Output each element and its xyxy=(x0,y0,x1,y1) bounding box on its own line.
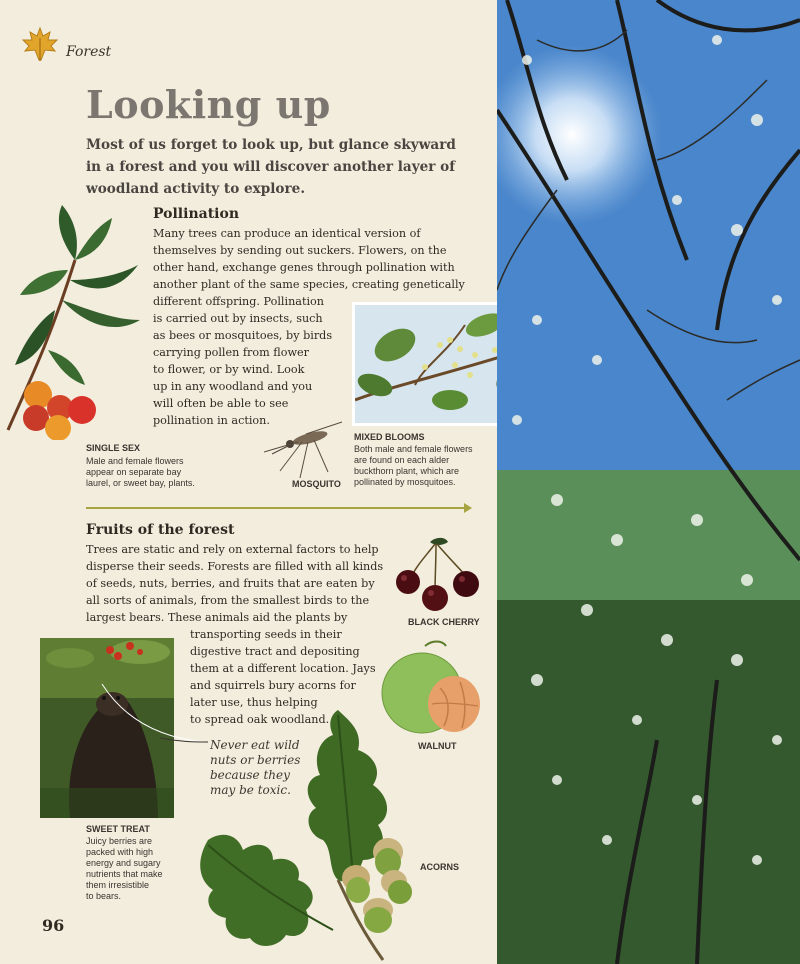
pollination-line: to flower, or by wind. Look xyxy=(153,363,305,376)
caption-line: Male and female flowers xyxy=(86,456,184,466)
pollination-line: carrying pollen from flower xyxy=(153,346,310,359)
section-label: Forest xyxy=(66,44,112,60)
fruits-line: to spread oak woodland. xyxy=(190,713,330,726)
note-line: nuts or berries xyxy=(210,753,301,767)
pollination-line: up in any woodland and you xyxy=(153,380,313,393)
pollination-line: themselves by sending out suckers. Flowers, on the xyxy=(153,244,447,257)
fruits-line: and squirrels bury acorns for xyxy=(190,679,356,692)
caption-line: packed with high xyxy=(86,847,154,857)
mosquito-illustration xyxy=(262,416,352,486)
caption-line: are found on each alder xyxy=(354,455,450,465)
caption-line: to bears. xyxy=(86,891,122,901)
caption-heading: MIXED BLOOMS xyxy=(354,432,425,442)
pollination-line: as bees or mosquitoes, by birds xyxy=(153,329,333,342)
caption-heading: BLACK CHERRY xyxy=(408,617,480,627)
caption-heading: WALNUT xyxy=(418,741,457,751)
black-cherry-illustration xyxy=(390,532,486,614)
pollination-line: other hand, exchange genes through pollination with xyxy=(153,261,455,274)
caption-heading: ACORNS xyxy=(420,862,460,872)
fruits-line: disperse their seeds. Forests are filled with all kinds xyxy=(86,560,384,573)
bay-laurel-illustration xyxy=(0,200,150,440)
caption-heading: MOSQUITO xyxy=(292,479,341,489)
caption-line: nutrients that make xyxy=(86,869,163,879)
note-line: because they xyxy=(210,768,290,782)
caption-line: buckthorn plant, which are xyxy=(354,466,460,476)
fruits-line: all sorts of animals, from the smallest birds to the xyxy=(86,594,370,607)
fruits-heading: Fruits of the forest xyxy=(86,522,235,538)
page-number: 96 xyxy=(42,916,65,935)
note-line: Never eat wild xyxy=(210,738,300,752)
caption-line: energy and sugary xyxy=(86,858,161,868)
caption-line: laurel, or sweet bay, plants. xyxy=(86,478,195,488)
caption-heading: SWEET TREAT xyxy=(86,824,150,834)
fruits-line: of seeds, nuts, berries, and fruits that are eaten by xyxy=(86,577,375,590)
pollination-heading: Pollination xyxy=(153,206,239,222)
maple-leaf-icon xyxy=(20,26,60,62)
forest-canopy-photo xyxy=(497,0,800,964)
caption-line: pollinated by mosquitoes. xyxy=(354,477,456,487)
fruits-line: transporting seeds in their xyxy=(190,628,342,641)
caption-line: them irresistible xyxy=(86,880,150,890)
caption-heading: SINGLE SEX xyxy=(86,443,141,453)
page-title: Looking up xyxy=(86,82,331,127)
note-line: may be toxic. xyxy=(210,783,291,797)
fruits-line: them at a different location. Jays xyxy=(190,662,376,675)
caption-line: appear on separate bay xyxy=(86,467,182,477)
fruits-line: largest bears. These animals aid the plants by xyxy=(86,611,348,624)
section-divider xyxy=(86,507,470,509)
fruits-line: digestive tract and depositing xyxy=(190,645,360,658)
pollination-line: is carried out by insects, such xyxy=(153,312,323,325)
oak-acorns-illustration xyxy=(188,700,438,964)
pollination-line: Many trees can produce an identical version of xyxy=(153,227,421,240)
pollination-line: pollination in action. xyxy=(153,414,270,427)
fruits-line: Trees are static and rely on external factors to help xyxy=(86,543,379,556)
intro-paragraph: Most of us forget to look up, but glance skyward in a forest and you will discover another layer of woodland activity to explore. xyxy=(86,137,456,197)
divider-arrow xyxy=(464,503,472,513)
caption-line: Juicy berries are xyxy=(86,836,153,846)
pollination-line: will often be able to see xyxy=(153,397,289,410)
pollination-line: different offspring. Pollination xyxy=(153,295,324,308)
caption-line: Both male and female flowers xyxy=(354,444,473,454)
fruits-line: later use, thus helping xyxy=(190,696,318,709)
pollination-line: another plant of the same species, creating genetically xyxy=(153,278,465,291)
